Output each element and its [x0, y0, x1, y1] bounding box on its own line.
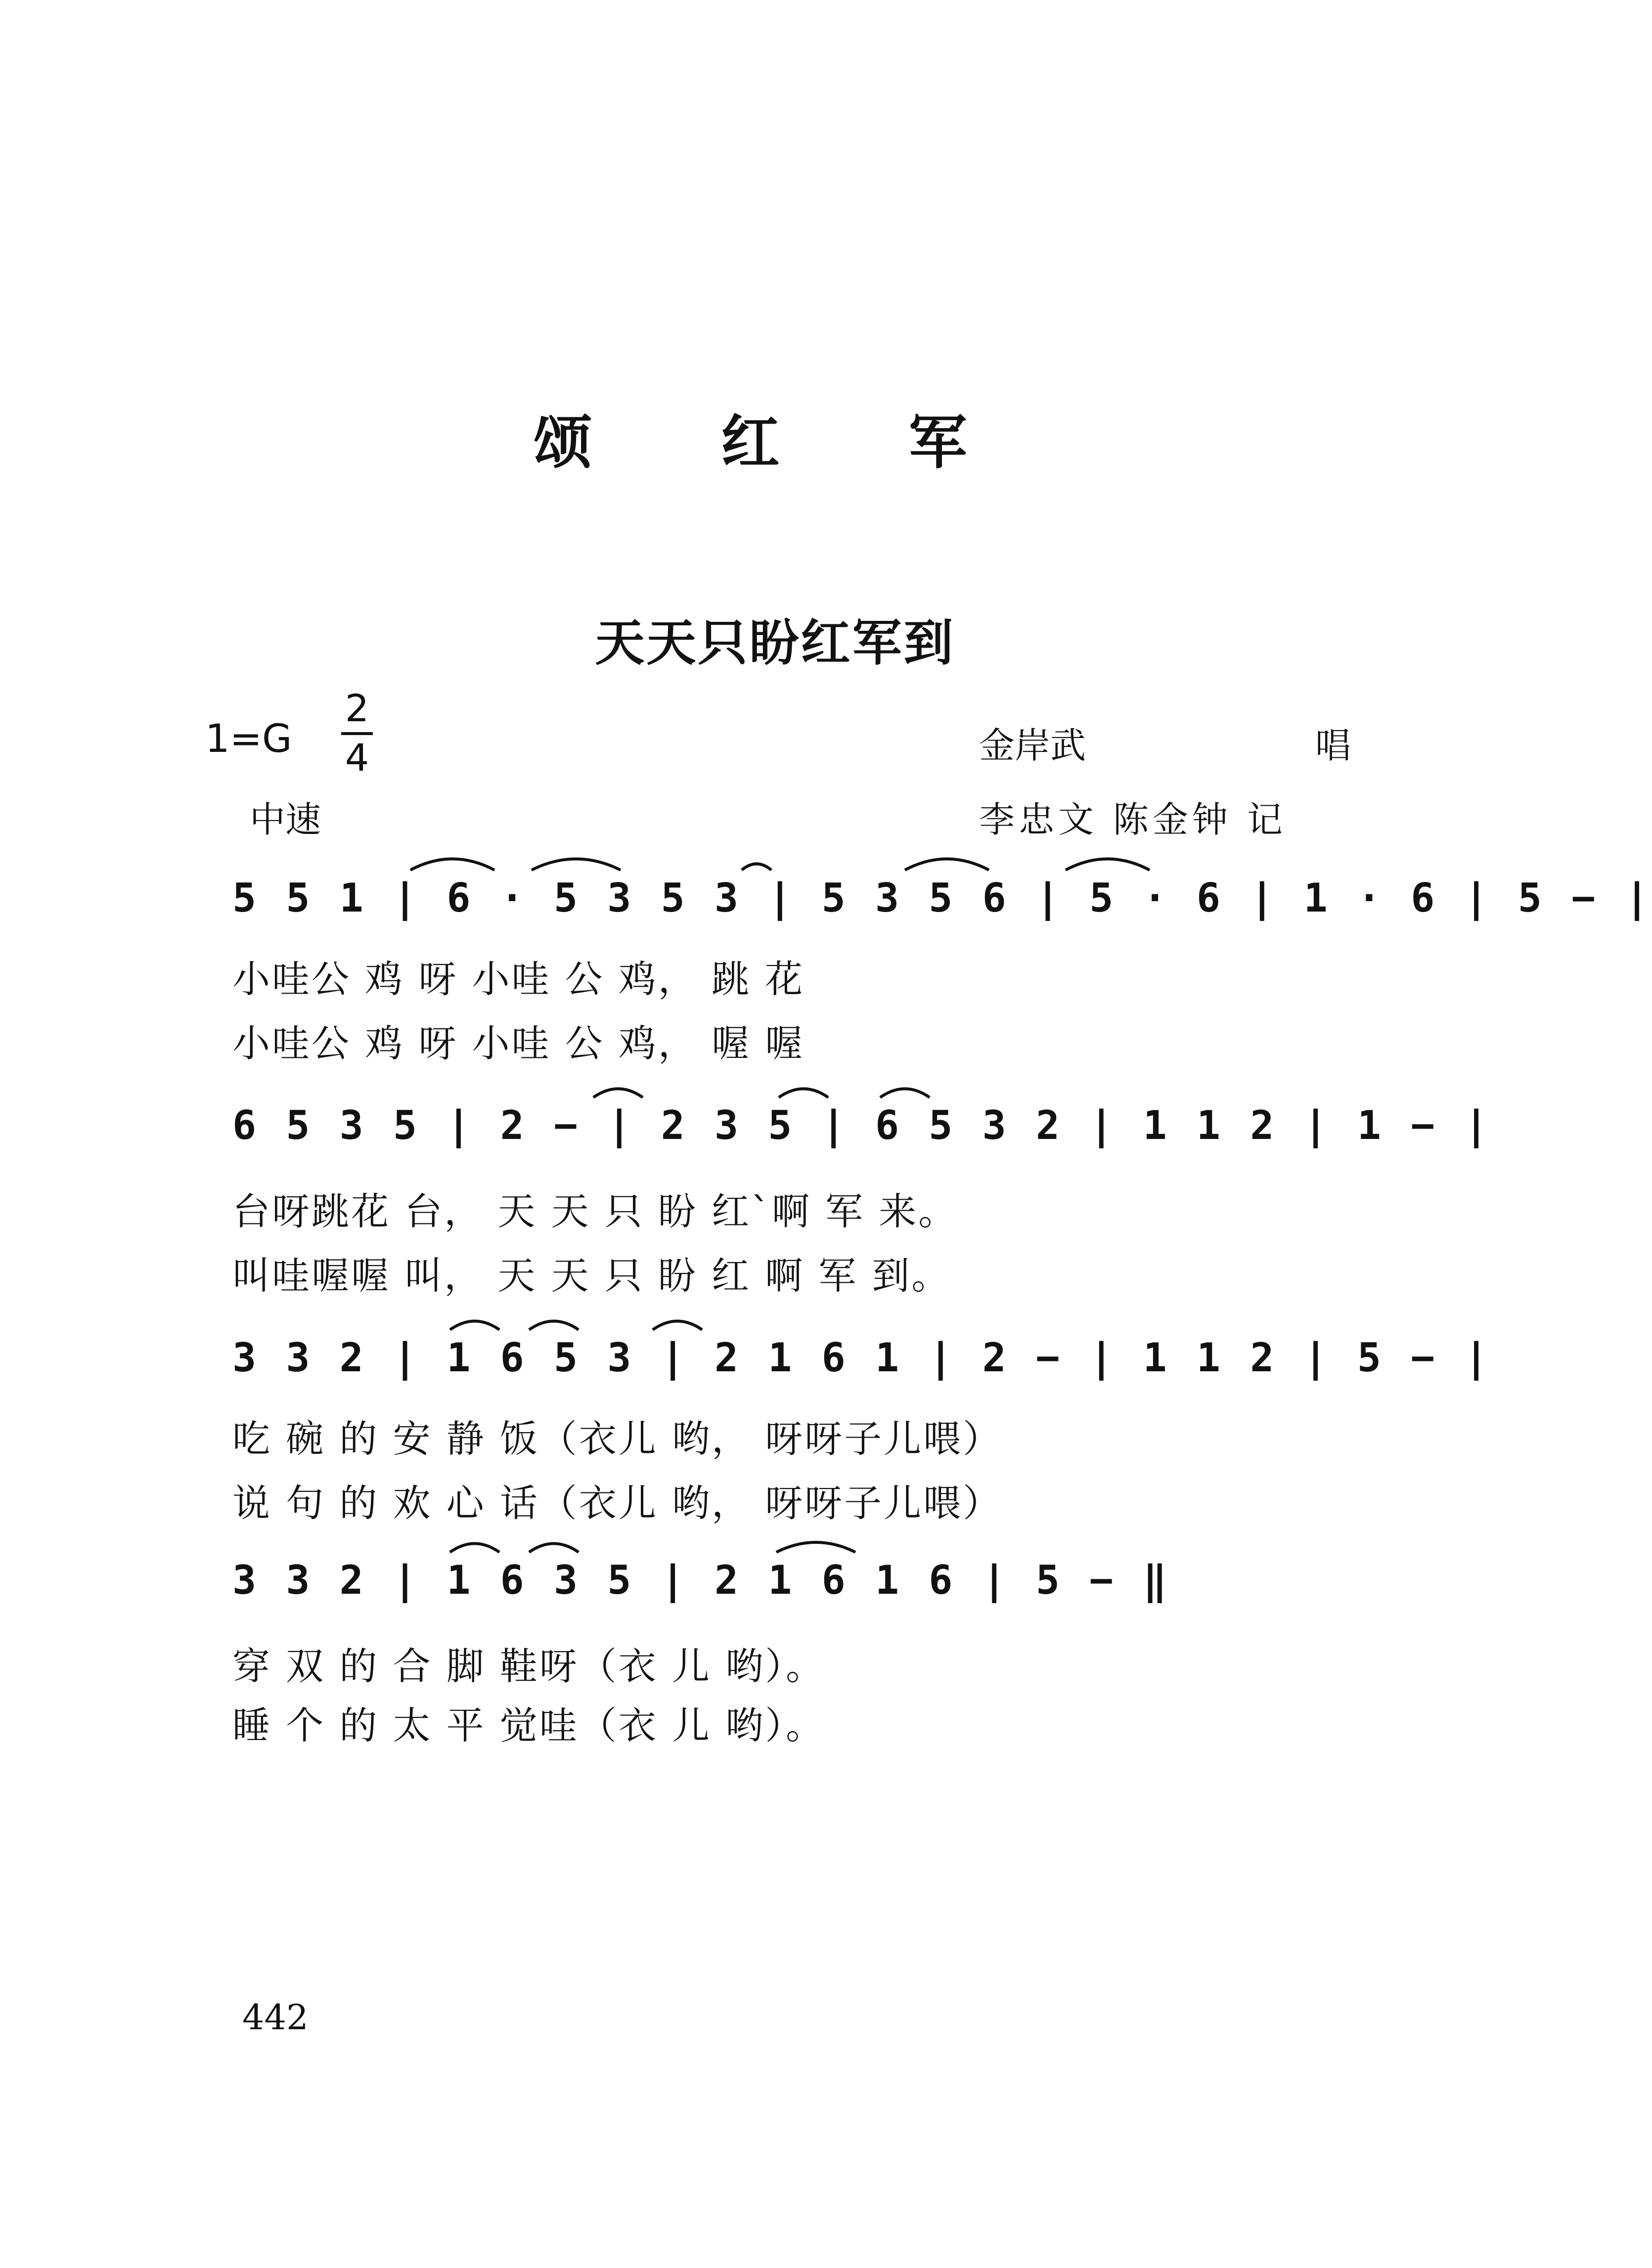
time-signature: [341, 686, 373, 780]
slur-mark: [450, 1544, 499, 1553]
tempo-marking: 中速: [250, 799, 321, 840]
slur-mark: [880, 1089, 930, 1098]
song-title: 天天只盼红军到: [595, 614, 955, 672]
notation-line-2: 6 5 3 5 | 2 − | 2 3 5 | 6 5 3 2 | 1 1 2 | 1 − |: [232, 1102, 1491, 1148]
lyrics-line-1-verse-2: 小哇公 鸡 呀 小哇 公 鸡， 喔 喔: [232, 1021, 805, 1065]
slur-mark: [776, 1542, 855, 1552]
lyrics-line-2-verse-2: 叫哇喔喔 叫， 天 天 只 盼 红 啊 军 到。: [232, 1254, 951, 1298]
slur-mark: [1066, 859, 1150, 871]
page-number: 442: [242, 1997, 309, 2038]
slur-mark: [410, 859, 494, 871]
slur-mark: [905, 859, 989, 871]
recorder-credit: 李忠文 陈金钟 记: [979, 799, 1287, 840]
slur-mark: [450, 1321, 499, 1330]
notation-line-3: 3 3 2 | 1 6 5 3 | 2 1 6 1 | 2 − | 1 1 2 | 5 − |: [232, 1335, 1491, 1381]
slur-mark: [529, 1544, 579, 1553]
slur-mark: [779, 1089, 828, 1098]
lyrics-line-4-verse-2: 睡 个 的 太 平 觉哇（衣 儿 哟）。: [232, 1703, 826, 1747]
lyrics-line-1-verse-1: 小哇公 鸡 呀 小哇 公 鸡， 跳 花: [232, 957, 805, 1001]
slur-mark: [742, 864, 771, 871]
lyrics-line-4-verse-1: 穿 双 的 合 脚 鞋呀（衣 儿 哟）。: [232, 1644, 826, 1688]
singer-name: 金岸武: [979, 725, 1086, 766]
singer-role: 唱: [1315, 725, 1351, 766]
section-title: 颂 红 军: [534, 408, 1022, 477]
notation-line-1: 5 5 1 | 6 · 5 3 5 3 | 5 3 5 6 | 5 · 6 | 1 · 6 | 5 − |: [232, 875, 1652, 921]
notation-line-4: 3 3 2 | 1 6 3 5 | 2 1 6 1 6 | 5 − ‖: [232, 1557, 1170, 1603]
lyrics-line-2-verse-1: 台呀跳花 台， 天 天 只 盼 红`啊 军 来。: [232, 1189, 958, 1233]
key-signature: 1=G: [205, 717, 292, 761]
time-signature-denominator: 4: [345, 736, 369, 780]
lyrics-line-3-verse-2: 说 句 的 欢 心 话（衣儿 哟， 呀呀子儿喂）: [232, 1481, 1003, 1525]
time-signature-numerator: 2: [341, 690, 373, 735]
slur-mark: [653, 1321, 702, 1330]
lyrics-line-3-verse-1: 吃 碗 的 安 静 饭（衣儿 哟， 呀呀子儿喂）: [232, 1417, 1003, 1461]
slur-mark: [532, 859, 621, 871]
slur-mark: [593, 1089, 643, 1098]
slur-mark: [529, 1321, 579, 1330]
